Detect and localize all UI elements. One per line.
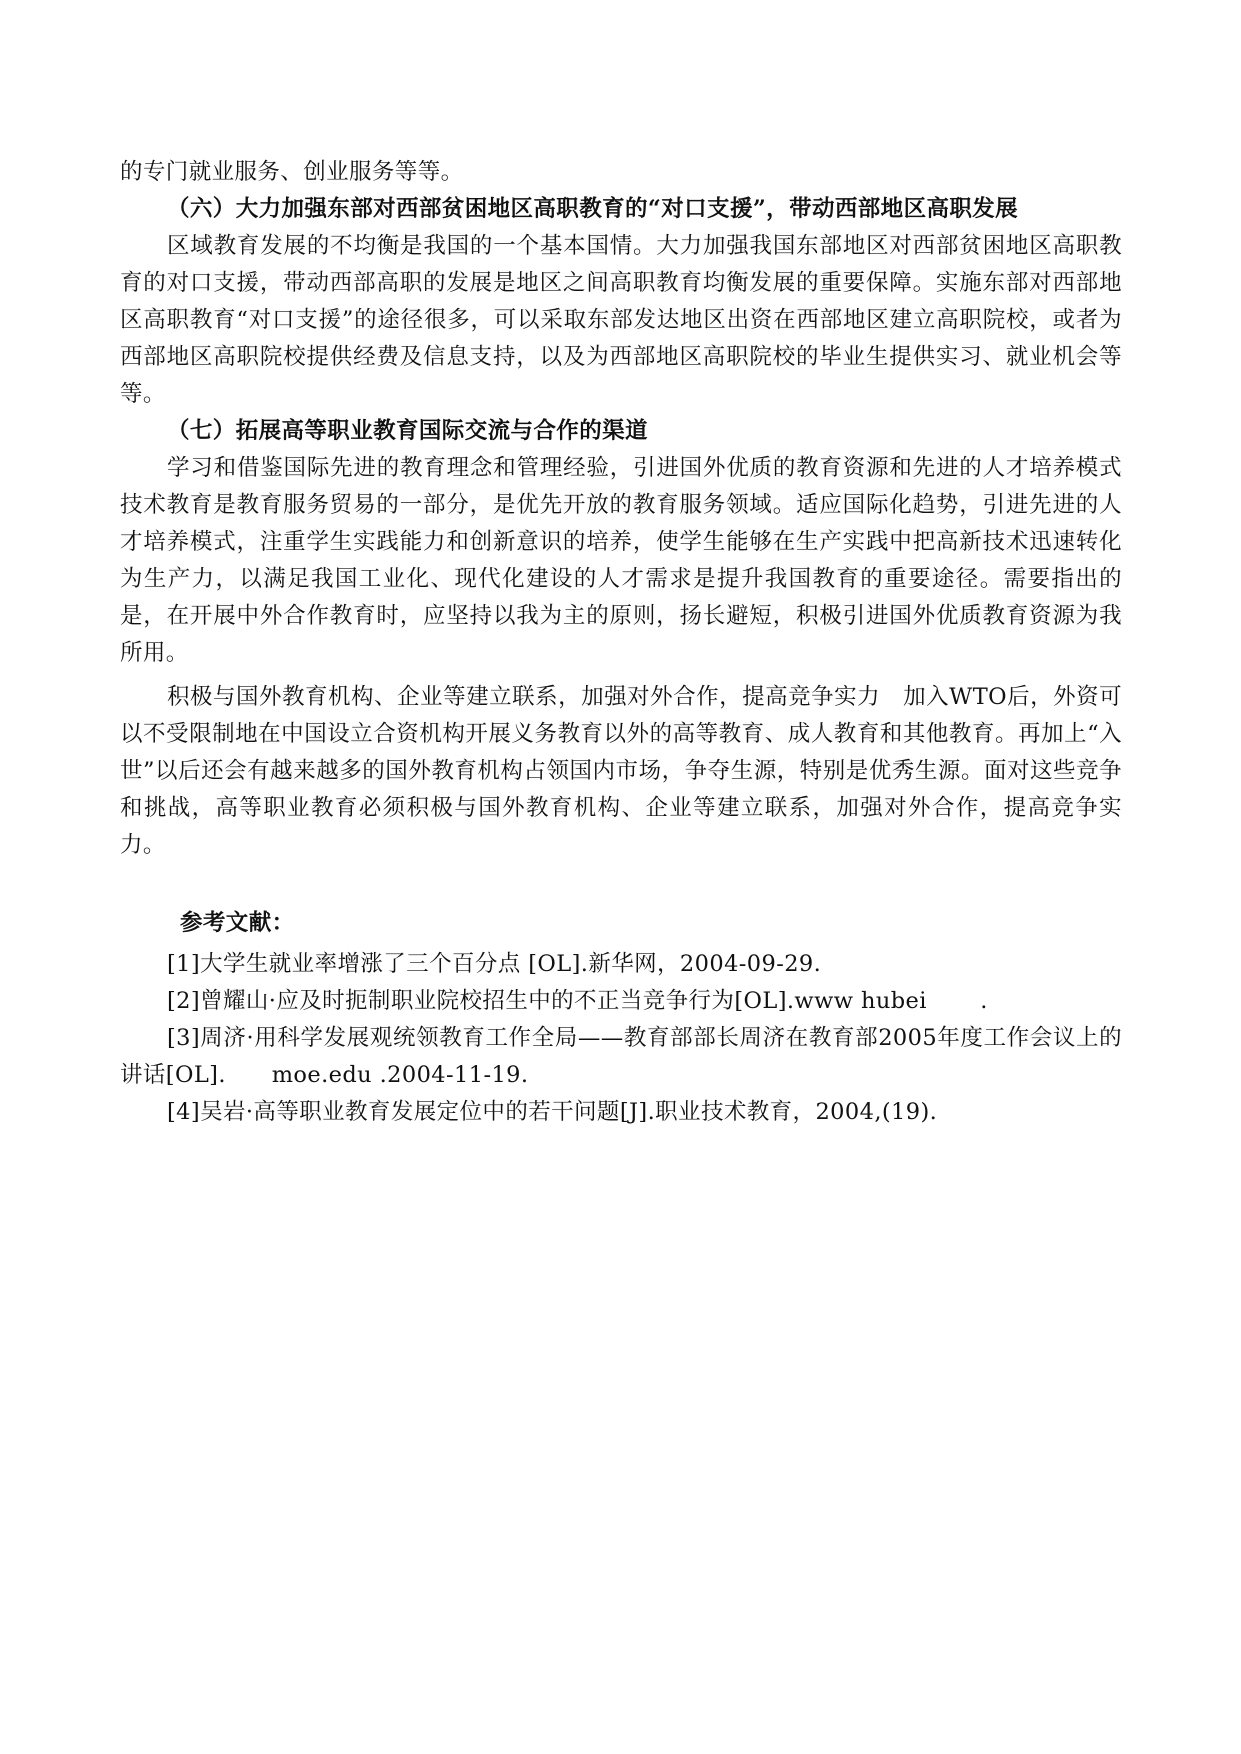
section-6-body: 区域教育发展的不均衡是我国的一个基本国情。大力加强我国东部地区对西部贫困地区高职教育的对口支援，带动西部高职的发展是地区之间高职教育均衡发展的重要保障。实施东部对西部地区高职教育“对口支援”的途径很多，可以采取东部发达地区出资在西部地区建立高职院校，或者为西部地区高职院校提供经费及信息支持，以及为西部地区高职院校的毕业生提供实习、就业机会等等。 <box>120 233 1122 407</box>
section-7-heading: （七）拓展高等职业教育国际交流与合作的渠道 <box>167 418 648 444</box>
reference-item: [3]周济·用科学发展观统领教育工作全局——教育部部长周济在教育部2005年度工作会议上的讲话[OL]. moe.edu .2004-11-19. <box>120 1025 1122 1088</box>
section-7-paragraph-1: 学习和借鉴国际先进的教育理念和管理经验，引进国外优质的教育资源和先进的人才培养模式 技术教育是教育服务贸易的一部分，是优先开放的教育服务领域。适应国际化趋势，引进先进的人才培养模式，注重学生实践能力和创新意识的培养，使学生能够在生产实践中把高新技术迅速转化为生产力，以满足我国工业化、现代化建设的人才需求是提升我国教育的重要途径。需要指出的是，在开展中外合作教育时，应坚持以我为主的原则，扬长避短，积极引进国外优质教育资源为我所用。 <box>120 455 1145 666</box>
section-7-paragraph-2: 积极与国外教育机构、企业等建立联系，加强对外合作，提高竞争实力 加入WTO后，外资可以不受限制地在中国设立合资机构开展义务教育以外的高等教育、成人教育和其他教育。再加上“入世”以后还会有越来越多的国外教育机构占领国内市场，争夺生源，特别是优秀生源。面对这些竞争和挑战，高等职业教育必须积极与国外教育机构、企业等建立联系，加强对外合作，提高竞争实力。 <box>120 684 1122 858</box>
reference-item: [1]大学生就业率增涨了三个百分点 [OL].新华网，2004-09-29. <box>167 951 822 977</box>
section-6-heading: （六）大力加强东部对西部贫困地区高职教育的“对口支援”，带动西部地区高职发展 <box>167 196 1019 222</box>
references <box>120 905 1122 1131</box>
reference-item: [2]曾耀山·应及时扼制职业院校招生中的不正当竞争行为[OL].www hubei . <box>167 988 988 1014</box>
reference-item: [4]吴岩·高等职业教育发展定位中的若干问题[J].职业技术教育，2004,(19). <box>167 1099 938 1125</box>
references-title: 参考文献： <box>180 910 295 936</box>
intro-line: 的专门就业服务、创业服务等等。 <box>120 159 464 185</box>
page-content <box>120 154 1145 1131</box>
